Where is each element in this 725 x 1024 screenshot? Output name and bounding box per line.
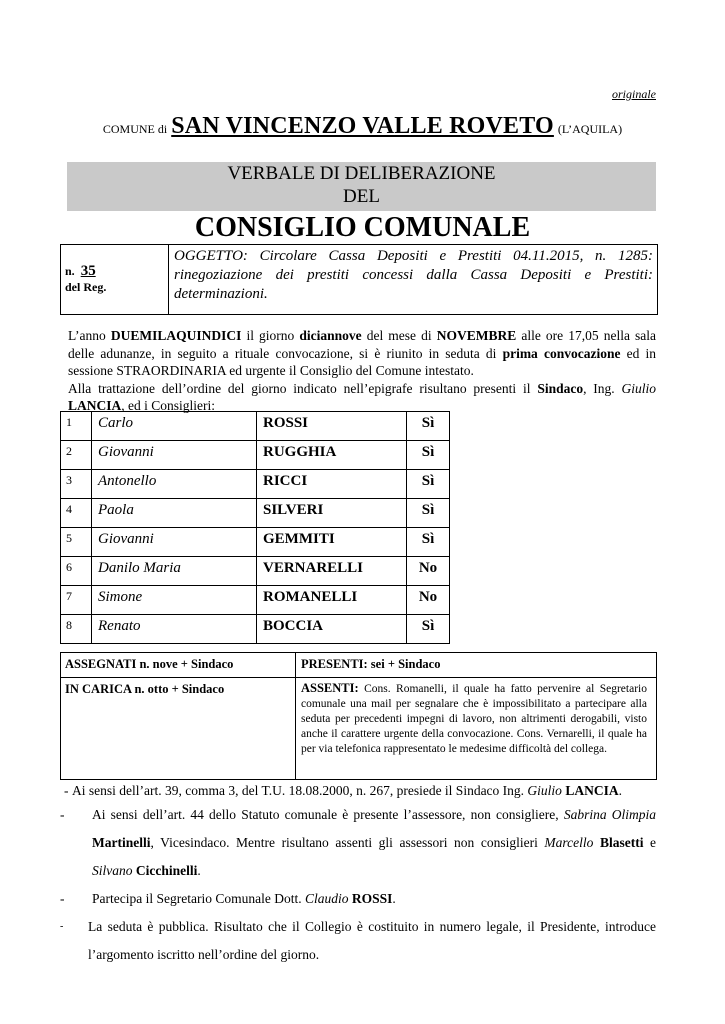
consigliere-cognome: ROMANELLI: [257, 586, 407, 615]
bullet-dash: -: [60, 921, 64, 932]
nome: Marcello: [544, 835, 594, 850]
consigliere-nome: Giovanni: [92, 441, 257, 470]
consigliere-cognome: ROSSI: [257, 412, 407, 441]
verbale-line-2: DEL: [343, 186, 380, 207]
consigliere-nome: Renato: [92, 615, 257, 644]
text: Alla trattazione dell’ordine del giorno indicato nell’epigrafe risultano presenti il: [68, 380, 538, 396]
bullet-dash: -: [60, 891, 65, 906]
item-segretario: [60, 885, 656, 913]
consiglio-title: CONSIGLIO COMUNALE: [194, 212, 531, 243]
item-seduta: [60, 913, 656, 969]
mese: NOVEMBRE: [436, 328, 517, 343]
consigliere-cognome: SILVERI: [257, 499, 407, 528]
bullet-dash: -: [64, 783, 69, 798]
originale-label: originale: [612, 87, 656, 101]
provincia: (L’AQUILA): [557, 122, 623, 136]
consigliere-cognome: VERNARELLI: [257, 557, 407, 586]
comune-prefix: COMUNE di: [102, 122, 168, 136]
consiglieri-table-body: [61, 412, 450, 644]
oggetto-text: OGGETTO: Circolare Cassa Depositi e Prestiti 04.11.2015, n. 1285: rinegoziazione dei prestiti concessi dalla Cassa Depositi e Prestiti: determinazioni.: [174, 248, 653, 302]
row-number: 7: [61, 586, 92, 615]
consigliere-nome: Giovanni: [92, 528, 257, 557]
text: Ai sensi dell’art. 39, comma 3, del T.U. 18.08.2000, n. 267, presiede il Sindaco Ing.: [72, 783, 528, 798]
text: del mese di: [361, 328, 437, 343]
table-row: [61, 441, 450, 470]
bullet-dash: -: [60, 807, 65, 822]
consigliere-presenza: Sì: [407, 441, 450, 470]
text: e: [643, 835, 657, 850]
registro-number-value: 35: [80, 263, 96, 279]
text: , ed i Consiglieri:: [121, 398, 216, 413]
consigliere-presenza: Sì: [407, 499, 450, 528]
row-number: 8: [61, 615, 92, 644]
row-number: 2: [61, 441, 92, 470]
table-row: [61, 499, 450, 528]
nome: Silvano: [92, 863, 133, 878]
sindaco-label: Sindaco: [537, 380, 584, 396]
table-row: [61, 470, 450, 499]
consigliere-presenza: Sì: [407, 412, 450, 441]
text: Ai sensi dell’art. 44 dello Statuto comunale è presente l’assessore, non consigliere,: [92, 807, 564, 822]
row-number: 4: [61, 499, 92, 528]
cognome: Blasetti: [599, 835, 644, 850]
nome: Sabrina Olimpia: [563, 807, 656, 822]
registro-number: [65, 263, 96, 280]
consigliere-nome: Antonello: [92, 470, 257, 499]
text: .: [197, 863, 201, 878]
assenti: [301, 681, 647, 757]
consigliere-cognome: RICCI: [257, 470, 407, 499]
oggetto-box: [168, 244, 658, 315]
cognome: Martinelli: [92, 835, 151, 850]
item-assessori: [60, 801, 656, 885]
registro-n-label: n.: [65, 264, 75, 278]
consigliere-presenza: Sì: [407, 470, 450, 499]
divider: [61, 677, 656, 678]
cognome: Cicchinelli: [135, 863, 198, 878]
text: , Ing.: [583, 380, 622, 396]
text: La seduta è pubblica. Risultato che il Collegio è costituito in numero legale, il Presidente, introduce l’argomento iscritto nell’ordine del giorno.: [88, 919, 656, 962]
text: alle ore 17,05 nella sala delle adunanze, in seguito a rituale convocazione, si è riunito in seduta di: [68, 328, 657, 361]
text: .: [392, 891, 396, 906]
consigliere-cognome: GEMMITI: [257, 528, 407, 557]
consigliere-presenza: No: [407, 586, 450, 615]
text: il giorno: [241, 328, 300, 343]
divider: [295, 653, 296, 779]
table-row: [61, 528, 450, 557]
row-number: 6: [61, 557, 92, 586]
registro-del-reg: del Reg.: [65, 280, 107, 294]
intro-text: [68, 327, 656, 415]
text: , Vicesindaco. Mentre risultano assenti gli assessori non consiglieri: [150, 835, 545, 850]
consigliere-nome: Carlo: [92, 412, 257, 441]
table-row: [61, 586, 450, 615]
comune-name: SAN VINCENZO VALLE ROVETO: [171, 113, 554, 139]
assenti-text: Cons. Romanelli, il quale ha fatto pervenire al Segretario comunale una mail per segnalare che è impossibilitato a partecipare alla seduta per precedenti impegni di lavoro, non altrimenti derogabili, visto anche il carattere urgente della convocazione. Cons. Vernarelli, il quale ha per via telefonica rappresentato le medesime difficoltà del collega.: [301, 683, 647, 755]
consigliere-nome: Danilo Maria: [92, 557, 257, 586]
consigliere-presenza: No: [407, 557, 450, 586]
consigliere-nome: Simone: [92, 586, 257, 615]
text: .: [618, 783, 622, 798]
giorno: diciannove: [299, 328, 362, 343]
verbale-line-1: VERBALE DI DELIBERAZIONE: [227, 163, 496, 184]
convocazione: prima convocazione: [502, 345, 621, 361]
intro-paragraph-2: [68, 380, 656, 415]
text: L’anno: [68, 328, 111, 343]
consigliere-nome: Paola: [92, 499, 257, 528]
consigliere-cognome: RUGGHIA: [257, 441, 407, 470]
text: Partecipa il Segretario Comunale Dott.: [92, 891, 305, 906]
body-items: [60, 782, 656, 969]
cognome: ROSSI: [351, 891, 393, 906]
cognome: LANCIA: [565, 783, 619, 798]
consiglieri-table: [60, 411, 450, 644]
assenti-label: ASSENTI:: [301, 681, 359, 695]
consigliere-cognome: BOCCIA: [257, 615, 407, 644]
table-row: [61, 615, 450, 644]
comune-header: [0, 113, 725, 140]
row-number: 1: [61, 412, 92, 441]
item-presidenza: [60, 782, 656, 799]
row-number: 3: [61, 470, 92, 499]
registro-box: [60, 244, 169, 315]
anno: DUEMILAQUINDICI: [110, 328, 242, 343]
verbale-title-box: [67, 162, 656, 211]
assegnati: ASSEGNATI n. nove + Sindaco: [65, 657, 234, 671]
text: ed in sessione STRAORDINARIA ed urgente il Consiglio del Comune intestato.: [68, 345, 656, 378]
sindaco-nome: Giulio: [621, 380, 656, 396]
table-row: [61, 412, 450, 441]
nome: Claudio: [304, 891, 349, 906]
in-carica: IN CARICA n. otto + Sindaco: [65, 682, 225, 696]
intro-paragraph-1: [68, 327, 656, 380]
consigliere-presenza: Sì: [407, 615, 450, 644]
presenti: PRESENTI: sei + Sindaco: [301, 657, 441, 671]
nome: Giulio: [527, 783, 562, 798]
row-number: 5: [61, 528, 92, 557]
riepilogo-box: [60, 652, 657, 780]
consigliere-presenza: Sì: [407, 528, 450, 557]
table-row: [61, 557, 450, 586]
sindaco-cognome: LANCIA: [68, 398, 122, 413]
